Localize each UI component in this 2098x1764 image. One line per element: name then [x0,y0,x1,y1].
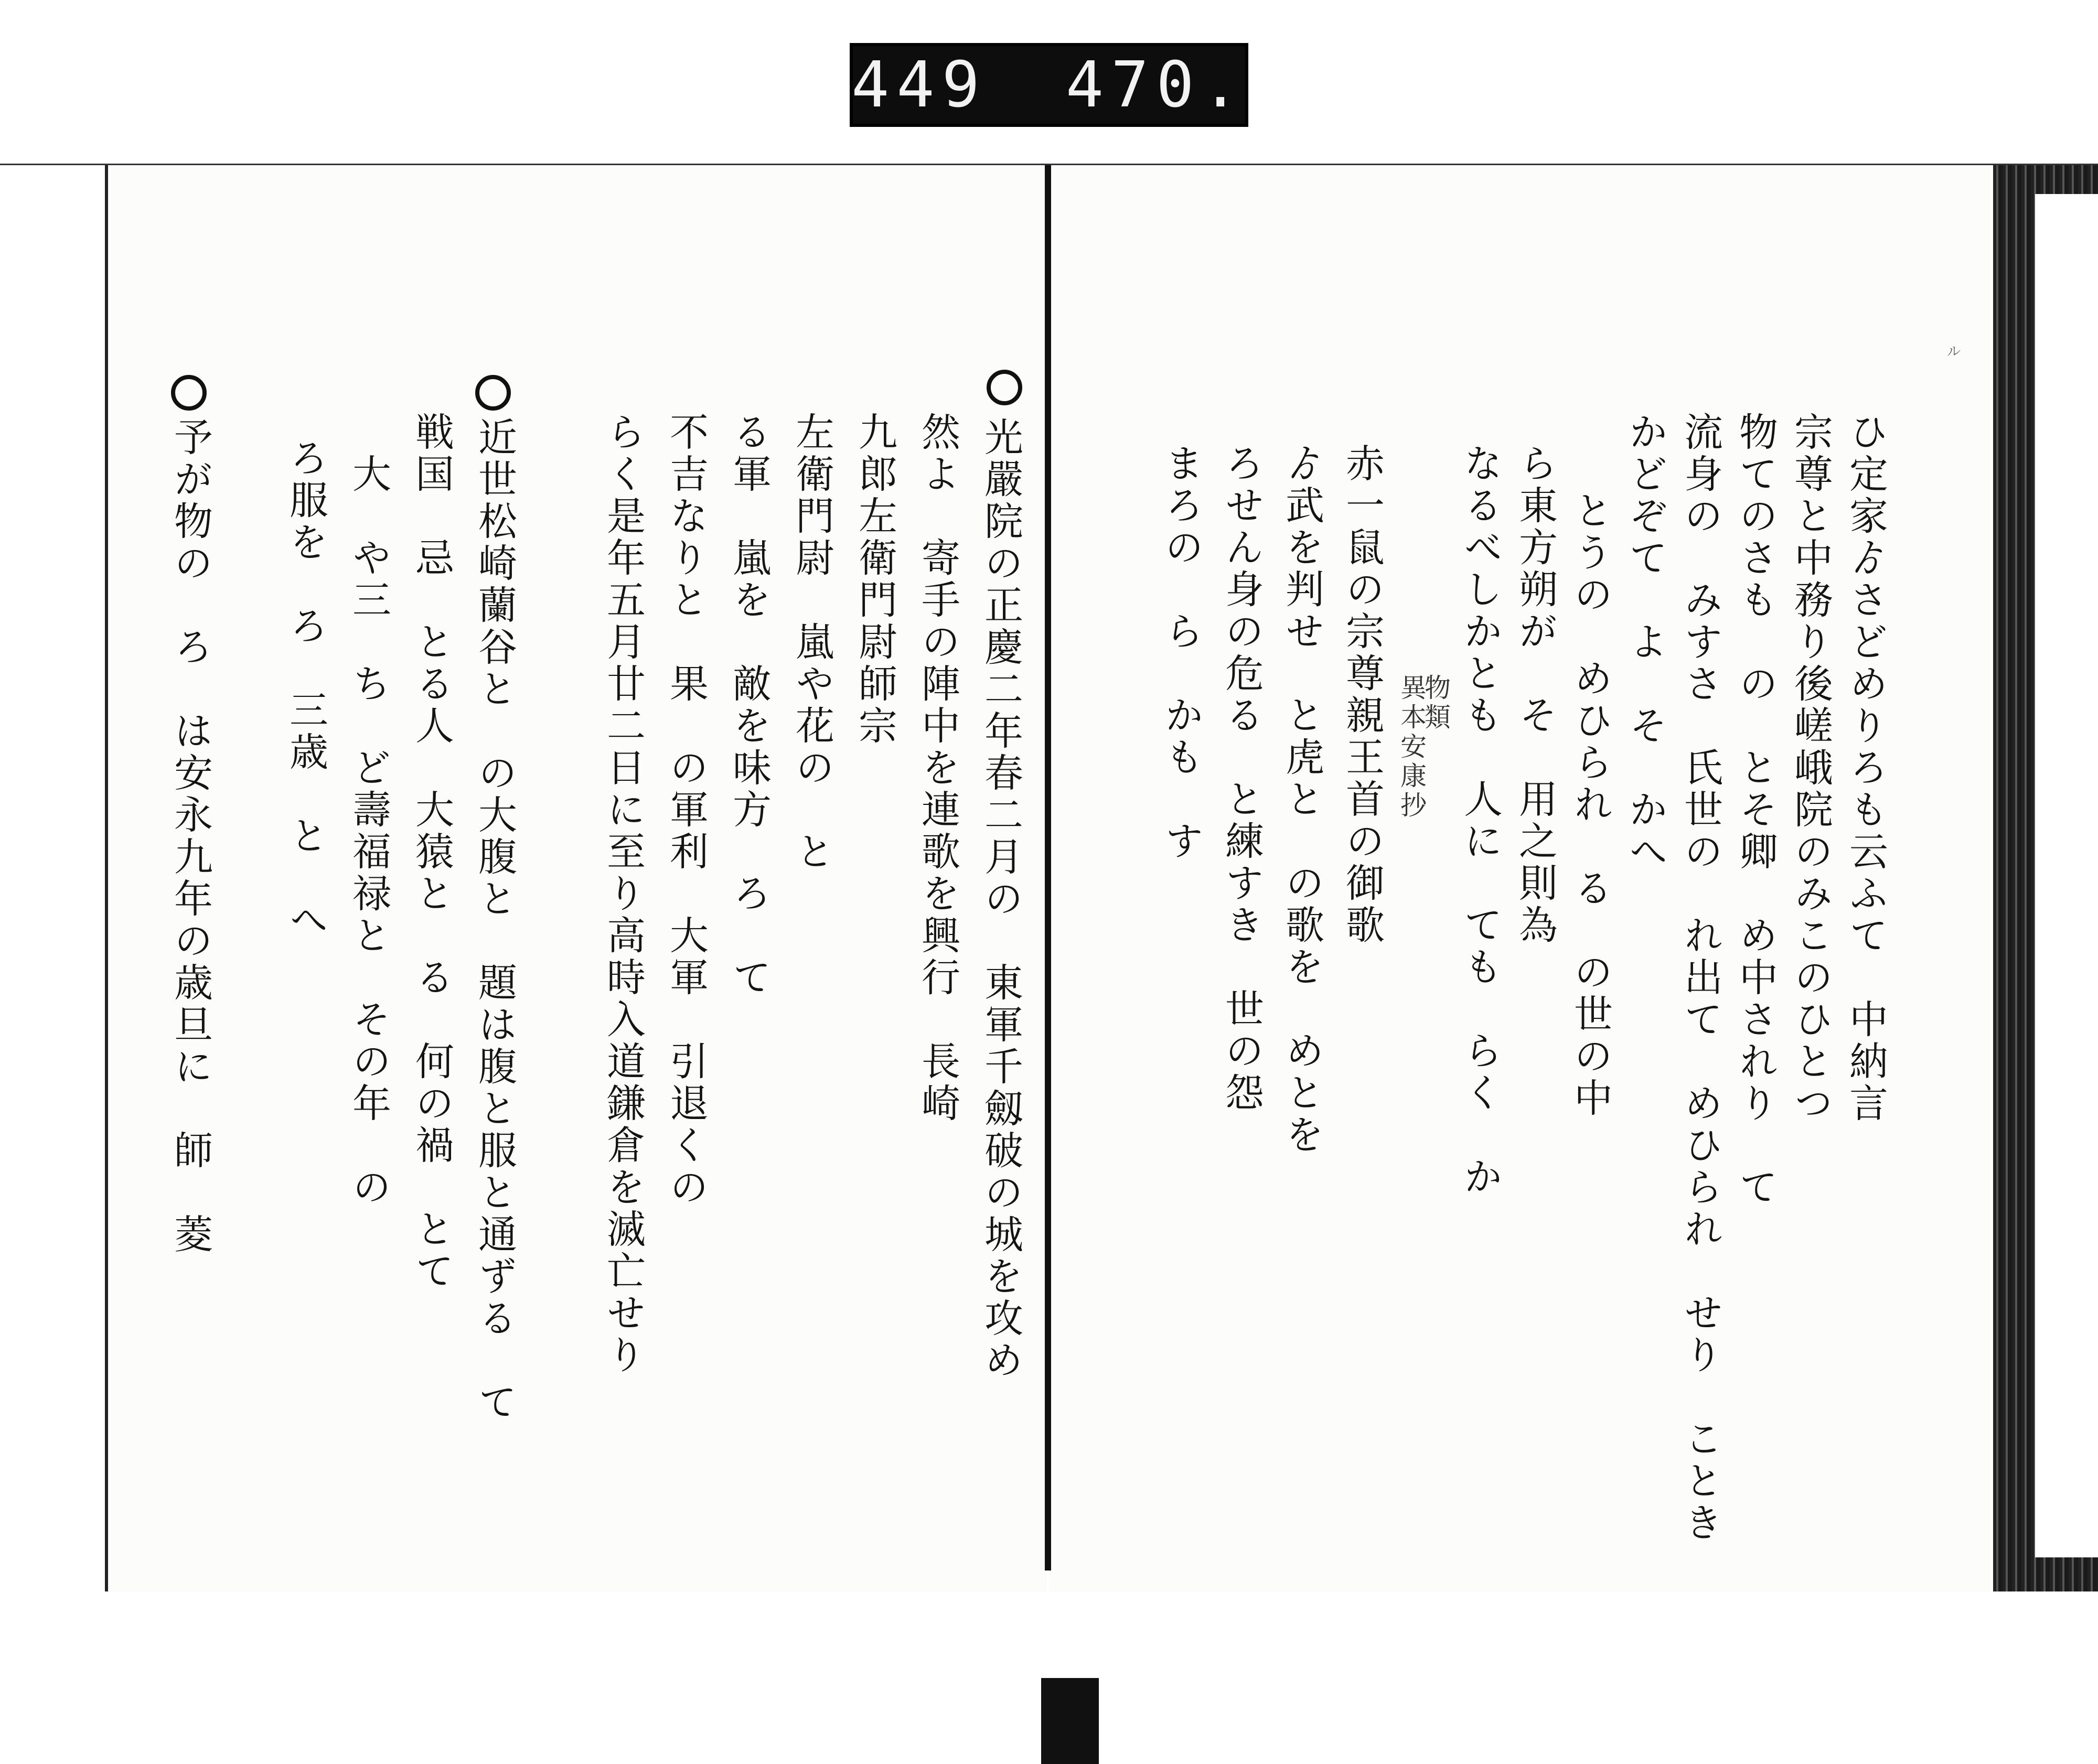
section-marker-icon [171,375,207,411]
text-column: 予が物の ろ は安永九年の歳旦に 師 菱 [168,417,213,1256]
text-column: かどぞて よ そ かへ [1623,412,1668,873]
page-edge-gap [2035,194,2098,1557]
archive-number-label [850,43,1248,127]
text-column: 不吉なりと 果 の軍利 大軍 引退くの [663,412,709,1209]
left-page [105,165,1047,1591]
section-marker-icon [475,375,511,411]
text-column: 左衛門尉 嵐や花の と [789,412,834,873]
text-column: ろ服を ろ 三歳 と へ [283,438,328,941]
text-column: 宗尊と中務り後嵯峨院のみこのひとつ [1788,412,1833,1125]
text-column: とうの めひられ る の世の中 [1568,490,1613,1120]
text-column: 然よ 寄手の陣中を連歌を興行 長崎 [915,412,960,1125]
text-column: 近世松崎蘭谷と の大腹と 題は腹と服と通ずる て [472,417,517,1424]
text-column: 流身の みすさ 氏世の れ出て めひられ せり ことき [1678,412,1723,1544]
text-column: ろせん身の危る と練すき 世の怨 [1219,443,1264,1114]
section-marker-icon [987,370,1022,405]
spine-foot [1041,1678,1099,1764]
left-page-number: 449 [851,48,987,122]
annotation-column: 物類 [1420,674,1451,733]
text-column: ら東方朔が そ 用之則為 [1513,443,1558,946]
text-column: る軍 嵐を 敵を味方 ろ て [726,412,772,999]
text-column: ひ定家ゟさどめりろも云ふて 中納言 [1843,412,1888,1125]
text-column: 赤一鼠の宗尊親王首の御歌 [1340,443,1385,946]
text-column: 物てのさも の とそ卿 め中されり て [1733,412,1778,1209]
annotation-column: 異本安康抄 [1396,674,1427,821]
text-column: 戦国 忌 とる人 大猿と る 何の禍 とて [409,412,454,1293]
text-column: らく是年五月廿二日に至り高時入道鎌倉を滅亡せり [601,412,646,1376]
text-column: まろの ら かも す [1159,443,1204,863]
text-column: ゟ武を判せ と虎と の歌を めとを [1279,443,1324,1156]
text-column: 大 や三 ち ど壽福禄と その年 の [346,454,391,1209]
page-mark: ル [1947,344,1961,360]
right-page-number: 470. [1065,48,1247,122]
text-column: なるべしかとも 人に ても らく か [1458,443,1503,1198]
book-spine [1045,165,1051,1571]
text-column: 九郎左衛門尉師宗 [852,412,897,747]
text-column: 光嚴院の正慶二年春二月の 東軍千劔破の城を攻め [978,417,1023,1382]
right-page [1049,165,1990,1591]
